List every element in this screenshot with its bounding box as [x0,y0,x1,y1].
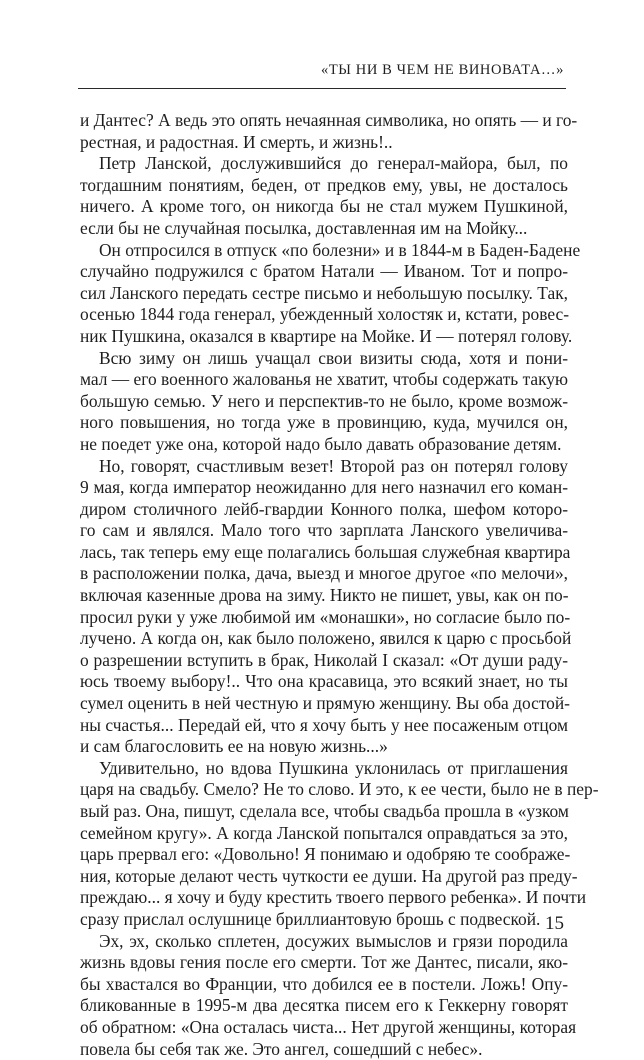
text-line: бликованные в 1995-м два десятка писем его к Геккерну говорят [80,995,568,1016]
text-line: в расположении полка, дача, выезд и многое другое «по мелочи», [80,563,568,584]
text-line: об обратном: «Она осталась чиста... Нет другой женщины, которая [80,1016,577,1037]
text-line: ничего. А кроме того, он никогда бы не стал мужем Пушкиной, [80,196,568,217]
text-line: го сам и являлся. Мало того что зарплата Ланского увеличива- [80,520,568,541]
text-line: большую семью. У него и перспектив-то не было, кроме возмож- [80,390,568,411]
text-line: и сам благословить ее на новую жизнь...» [80,736,388,757]
text-line: Петр Ланской, дослужившийся до генерал-майора, был, по [99,153,568,174]
running-head: «ТЫ НИ В ЧЕМ НЕ ВИНОВАТА…» [321,62,564,78]
text-line: Но, говорят, счастливым везет! Второй раз он потерял голову [99,455,568,476]
text-line: рестная, и радостная. И смерть, и жизнь!.. [80,131,393,152]
text-line: ны счастья... Передай ей, что я хочу быть у нее посаженым отцом [80,714,568,735]
text-line: царь прервал его: «Довольно! Я понимаю и одобряю те соображе- [80,844,571,865]
text-line: диром столичного лейб-гвардии Конного полка, шефом которо- [80,498,568,519]
text-line: 9 мая, когда император неожиданно для него назначил его коман- [80,477,568,498]
text-line: не поедет уже она, которой надо было давать образование детям. [80,433,562,454]
text-line: включая казенные дрова на зиму. Никто не пишет, увы, как он по- [80,585,569,606]
text-line: ного повышения, но тогда уже в провинцию, куда, мучился он, [80,412,568,433]
text-line: Эх, эх, сколько сплетен, досужих вымыслов и грязи породила [99,930,568,951]
text-line: сумел оценить в ней честную и прямую женщину. Вы оба достой- [80,693,570,714]
text-line: юсь твоему выбору!.. Что она красавица, это всякий знает, но ты [80,671,568,692]
text-line: ник Пушкина, оказался в квартире на Мойке. И — потерял голову. [80,325,573,346]
text-line: и Дантес? А ведь это опять нечаянная символика, но опять — и го- [80,110,578,130]
header-rule [78,88,566,89]
text-line: Всю зиму он лишь учащал свои визиты сюда, хотя и пони- [99,347,568,368]
text-line: лась, так теперь ему еще полагались большая служебная квартира [80,541,571,562]
text-line: лучено. А когда он, как было положено, явился к царю с просьбой [80,628,572,649]
text-line: случайно подружился с братом Натали — Иваном. Тот и попро- [80,261,568,282]
text-line: о разрешении вступить в брак, Николай I сказал: «От души раду- [80,649,568,670]
text-line: мал — его военного жалованья не хватит, чтобы содержать такую [80,369,568,390]
text-line: бы хвастался во Франции, что добился ее в постели. Ложь! Опу- [80,973,568,994]
text-line: если бы не случайная посылка, доставленная им на Мойку... [80,217,528,238]
text-line: осенью 1844 года генерал, убежденный холостяк и, кстати, ровес- [80,304,569,325]
text-line: жизнь вдовы гения после его смерти. Тот же Дантес, писали, яко- [80,952,568,973]
text-line: сразу прислал ослушнице бриллиантовую брошь с подвеской. [80,908,541,929]
text-line: сил Ланского передать сестре письмо и небольшую посылку. Так, [80,282,568,303]
text-line: царя на свадьбу. Смело? Не то слово. И это, к ее чести, было не в пер- [80,779,599,800]
text-line: семейном кругу». А когда Ланской попытался оправдаться за это, [80,822,568,843]
text-line: повела бы себя так же. Это ангел, сошедший с небес». [80,1038,483,1059]
text-line: ния, которые делают честь чуткости ее души. На другой раз преду- [80,865,578,886]
text-line: тогдашним понятиям, беден, от предков ему, увы, не досталось [80,174,568,195]
body-text [80,110,599,1060]
text-line: Удивительно, но вдова Пушкина уклонилась от приглашения [99,757,568,778]
text-line: Он отпросился в отпуск «по болезни» и в 1844-м в Баден-Бадене [99,239,581,260]
page-number: 15 [545,913,564,934]
text-line: преждаю... я хочу и буду крестить твоего первого ребенка». И почти [80,887,587,908]
text-line: вый раз. Она, пишут, сделала все, чтобы свадьба прошла в «узком [80,801,569,821]
text-line: просил руки у уже любимой им «монашки», но согласие было по- [80,606,571,627]
